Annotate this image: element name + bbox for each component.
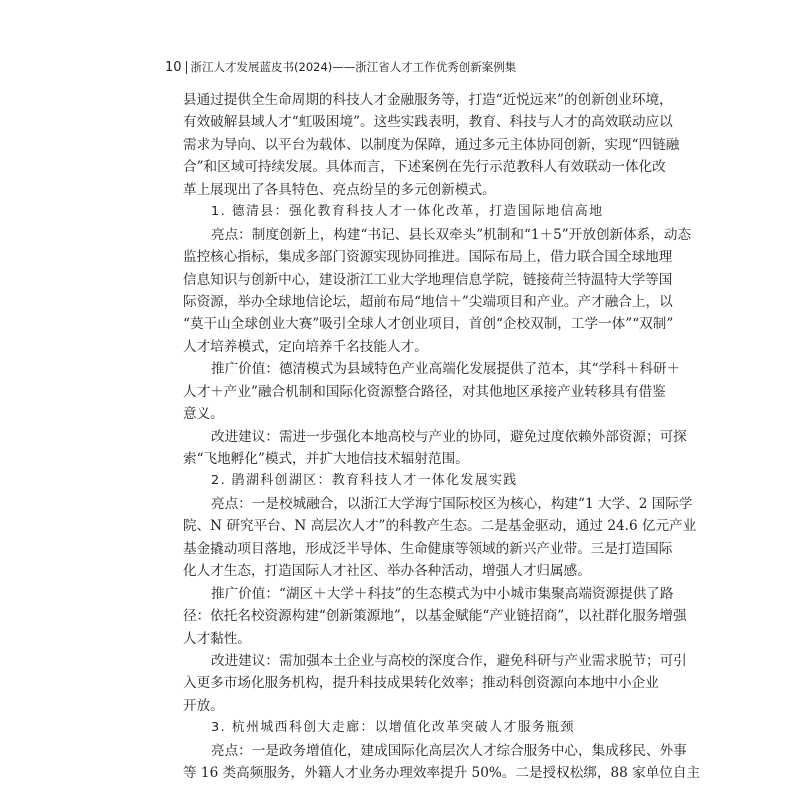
text-line: 人才＋产业”融合机制和国际化资源整合路径，对其他地区承接产业转移具有借鉴: [183, 383, 666, 400]
paragraph: [183, 89, 680, 201]
text-line: 人才黏性。: [183, 630, 251, 647]
text-line: 需求为导向、以平台为载体、以制度为保障，通过多元主体协同创新，实现“四链融: [183, 136, 680, 153]
section-heading: [183, 201, 619, 223]
book-title: 浙江人才发展蓝皮书(2024)——浙江省人才工作优秀创新案例集: [190, 60, 517, 74]
heading-text: 2. 鹃湖科创湖区：教育科技人才一体化发展实践: [211, 473, 518, 489]
text-line: 推广价值：德清模式为县域特色产业高端化发展提供了范本，其“学科＋科研＋: [211, 361, 681, 378]
text-line: 亮点：一是校城融合，以浙江大学海宁国际校区为核心，构建“1 大学、2 国际学: [211, 495, 693, 512]
paragraph: [183, 224, 692, 359]
section-heading: [183, 470, 619, 492]
heading-text: 3. 杭州城西科创大走廊：以增值化改革突破人才服务瓶颈: [211, 720, 575, 736]
text-line: 意义。: [183, 406, 224, 423]
text-line: 开放。: [183, 697, 224, 714]
text-line: 人才培养模式，定向培养千名技能人才。: [183, 338, 428, 355]
text-line: 亮点：一是政务增值化，建成国际化高层次人才综合服务中心，集成移民、外事: [211, 742, 687, 759]
paragraph: [183, 493, 697, 583]
text-line: 革上展现出了各具特色、亮点纷呈的多元创新模式。: [183, 181, 496, 198]
text-line: 化人才生态，打造国际人才社区、举办各种活动，增强人才归属感。: [183, 563, 591, 580]
header-divider: [186, 61, 187, 74]
text-line: 合”和区域可持续发展。具体而言，下述案例在先行示范教科人有效联动一体化改: [183, 159, 666, 176]
text-line: 有效破解县域人才“虹吸困境”。这些实践表明，教育、科技与人才的高效联动应以: [183, 114, 673, 131]
text-line: 等 16 类高频服务，外籍人才业务办理效率提升 50%。二是授权松绑，88 家单位自主: [183, 765, 701, 782]
paragraph: [183, 740, 701, 785]
paragraph: [183, 650, 687, 717]
text-line: 入更多市场化服务机构，提升科技成果转化效率；推动科创资源向本地中小企业: [183, 675, 659, 692]
paragraph: [183, 583, 687, 650]
text-line: 改进建议：需进一步强化本地高校与产业的协同，避免过度依赖外部资源；可探: [211, 428, 687, 445]
text-line: 亮点：制度创新上，构建“书记、县长双牵头”机制和“1＋5”开放创新体系，动态: [211, 226, 692, 243]
text-line: 径：依托名校资源构建“创新策源地”，以基金赋能“产业链招商”，以社群化服务增强: [183, 608, 687, 625]
heading-text: 1. 德清县：强化教育科技人才一体化改革，打造国际地信高地: [211, 204, 604, 220]
text-line: 际资源，举办全球地信论坛，超前布局“地信＋”尖端项目和产业。产才融合上，以: [183, 293, 673, 310]
page-number: 10: [165, 59, 182, 75]
text-line: 监控核心指标，集成多部门资源实现协同推进。国际布局上，借力联合国全球地理: [183, 249, 673, 266]
running-header: [165, 59, 516, 75]
text-line: “莫干山全球创业大赛”吸引全球人才创业项目，首创“企校双制，工学一体”“双制”: [183, 316, 674, 333]
text-line: 院、N 研究平台、N 高层次人才”的科教产生态。二是基金驱动，通过 24.6 亿元产业: [183, 518, 697, 535]
text-line: 基金撬动项目落地，形成泛半导体、生命健康等领域的新兴产业带。三是打造国际: [183, 540, 673, 557]
text-line: 县通过提供全生命周期的科技人才金融服务等，打造“近悦远来”的创新创业环境，: [183, 92, 673, 108]
text-line: 改进建议：需加强本土企业与高校的深度合作，避免科研与产业需求脱节；可引: [211, 652, 687, 669]
text-line: 索“飞地孵化”模式，并扩大地信技术辐射范围。: [183, 451, 469, 467]
paragraph: [183, 358, 681, 425]
text-line: 推广价值：“湖区＋大学＋科技”的生态模式为中小城市集聚高端资源提供了路: [211, 585, 674, 602]
paragraph: [183, 426, 687, 471]
body-text: [183, 89, 701, 785]
section-heading: [183, 717, 619, 739]
text-line: 信息知识与创新中心，建设浙江工业大学地理信息学院，链接荷兰特温特大学等国: [183, 271, 673, 288]
